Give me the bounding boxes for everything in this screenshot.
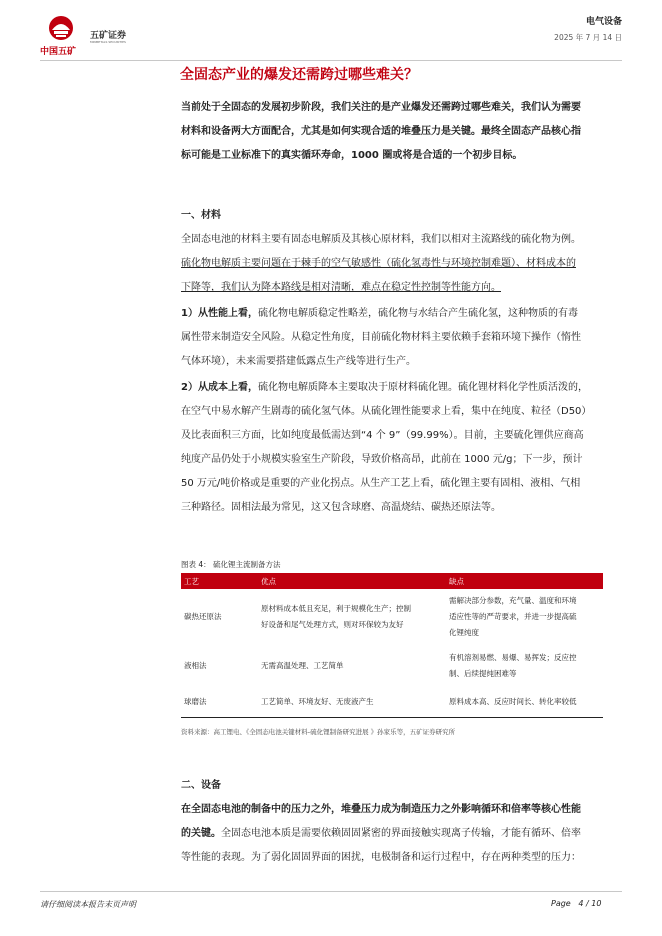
section-heading-equipment: 二、设备 <box>181 780 221 791</box>
table-header-row <box>181 573 603 589</box>
materials-paragraph-1 <box>181 228 626 252</box>
intro-line: 材料和设备两大方面配合，尤其是如何实现合适的堆叠压力是关键。最终全固态产品核心指 <box>181 126 581 137</box>
report-date: 2025 年 7 月 14 日 <box>554 33 622 42</box>
equipment-lead: 的关键。 <box>181 828 221 839</box>
text-line: 硫化物电解质主要问题在于棘手的空气敏感性（硫化氢毒性与环境控制难题）、材料成本的 <box>181 258 576 269</box>
cost-paragraph <box>181 376 626 520</box>
text-line: 硫化物电解质降本主要取决于原材料硫化锂。硫化锂材料化学性质活泼的， <box>257 382 588 393</box>
page-count: 4 / 10 <box>578 899 602 908</box>
table-cell-pros <box>258 687 446 717</box>
intro-paragraph <box>181 96 626 168</box>
table-cell-pros <box>258 589 446 645</box>
text-line: 在全固态电池的制备中的压力之外，堆叠压力成为制造压力之外影响循环和倍率等核心性能 <box>181 804 581 815</box>
cell-line: 需解决部分参数，充气量、温度和环境 <box>449 596 577 605</box>
cell-line: 工艺简单、环境友好、无废液产生 <box>261 696 374 706</box>
text-line: 全固态电池本质是需要依赖固固紧密的界面接触实现离子传输，才能有循环、倍率 <box>221 828 581 839</box>
text-line: 纯度产品仍处于小规模实验室生产阶段，导致价格高昂，此前在 1000 元/g；下一步，预计 <box>181 454 583 465</box>
text-line: 全固态电池的材料主要有固态电解质及其核心原材料，我们以相对主流路线的硫化物为例。 <box>181 234 581 245</box>
cell-line: 好设备和尾气处理方式，则对环保较为友好 <box>261 620 404 629</box>
page-title: 全固态产业的爆发还需跨过哪些难关？ <box>180 67 418 83</box>
cell-line: 有机溶剂易燃、易爆、易挥发；反应控 <box>449 653 577 662</box>
cell-line: 原料成本高、反应时间长、转化率较低 <box>449 696 577 706</box>
industry-label: 电气设备 <box>585 17 622 27</box>
footer-divider <box>40 891 622 892</box>
company-logo <box>40 14 132 58</box>
minmetals-logo-icon <box>46 14 76 44</box>
intro-line: 当前处于全固态的发展初步阶段，我们关注的是产业爆发还需跨过哪些难关，我们认为需要 <box>181 102 581 113</box>
intro-line: 标可能是工业标准下的真实循环寿命，1000 圈或将是合适的一个初步目标。 <box>181 150 523 161</box>
logo-text-cn: 中国五矿 <box>40 47 77 57</box>
preparation-methods-table <box>181 573 603 718</box>
logo-securities-text: 五矿证券 <box>90 31 127 41</box>
equipment-paragraph <box>181 798 626 870</box>
cell-line: 无需高温处理、工艺简单 <box>261 661 344 670</box>
table-cell-cons <box>446 687 603 717</box>
table-cell-cons <box>446 645 603 687</box>
text-line: 气体环境），未来需要搭建低露点生产线等进行生产。 <box>181 356 416 367</box>
section-heading-materials: 一、材料 <box>181 210 221 221</box>
logo-securities-en: MINMETALS SECURITIES <box>90 40 126 44</box>
table-row <box>181 645 603 687</box>
cell-line: 化锂纯度 <box>449 628 479 637</box>
cell-line: 制、后续提纯困难等 <box>449 669 517 678</box>
table-cell-process: 球磨法 <box>181 687 258 717</box>
text-line: 等性能的表现。为了弱化固固界面的困扰，电极制备和运行过程中，存在两种类型的压力： <box>181 852 581 863</box>
text-line: 硫化物电解质稳定性略差，硫化物与水结合产生硫化氢，这种物质的有毒 <box>257 308 578 319</box>
table-header-cell: 工艺 <box>181 573 258 589</box>
table-cell-process: 液相法 <box>184 661 207 670</box>
text-line: 50 万元/吨价格或是重要的产业化拐点。从生产工艺上看，硫化锂主要有固相、液相、气相 <box>181 478 581 489</box>
text-line: 三种路径。固相法最为常见，这又包含球磨、高温烧结、碳热还原法等。 <box>181 502 501 513</box>
table-cell-cons <box>446 589 603 645</box>
page-label: Page <box>551 899 571 908</box>
table-source-note: 资料来源：高工锂电、《全固态电池关键材料-硫化锂制备研究进展 》孙家乐等，五矿证券研究所 <box>181 728 456 736</box>
performance-paragraph <box>181 302 626 374</box>
performance-lead: 1）从性能上看， <box>181 308 258 319</box>
table-header-cell: 缺点 <box>446 573 603 589</box>
page-number <box>551 899 601 908</box>
table-caption: 图表 4： 硫化锂主流制备方法 <box>181 560 281 569</box>
cell-line: 原材料成本低且充足，利于规模化生产；控制 <box>261 604 411 613</box>
table-cell-pros <box>258 645 446 687</box>
table-row <box>181 589 603 645</box>
header-divider <box>40 60 622 61</box>
materials-paragraph-2 <box>181 252 626 300</box>
text-line: 及比表面积三方面，比如纯度最低需达到“4 个 9”（99.99%）。目前，主要硫化锂供应商高 <box>181 430 584 441</box>
text-line: 在空气中易水解产生剧毒的硫化氢气体。从硫化锂性能要求上看，集中在纯度、粒径（D50） <box>181 406 592 417</box>
cost-lead: 2）从成本上看， <box>181 382 258 393</box>
table-cell-process: 碳热还原法 <box>184 612 222 621</box>
cell-line: 适应性等的严苛要求，并进一步提高硫 <box>449 612 577 621</box>
table-row <box>181 687 603 717</box>
text-line: 属性带来制造安全风险。从稳定性角度，目前硫化物材料主要依赖手套箱环境下操作（惰性 <box>181 332 581 343</box>
table-header-cell: 优点 <box>258 573 446 589</box>
text-line: 下降等，我们认为降本路线是相对清晰，难点在稳定性控制等性能方向。 <box>181 282 501 293</box>
footer-disclaimer: 请仔细阅读本报告末页声明 <box>40 900 136 909</box>
